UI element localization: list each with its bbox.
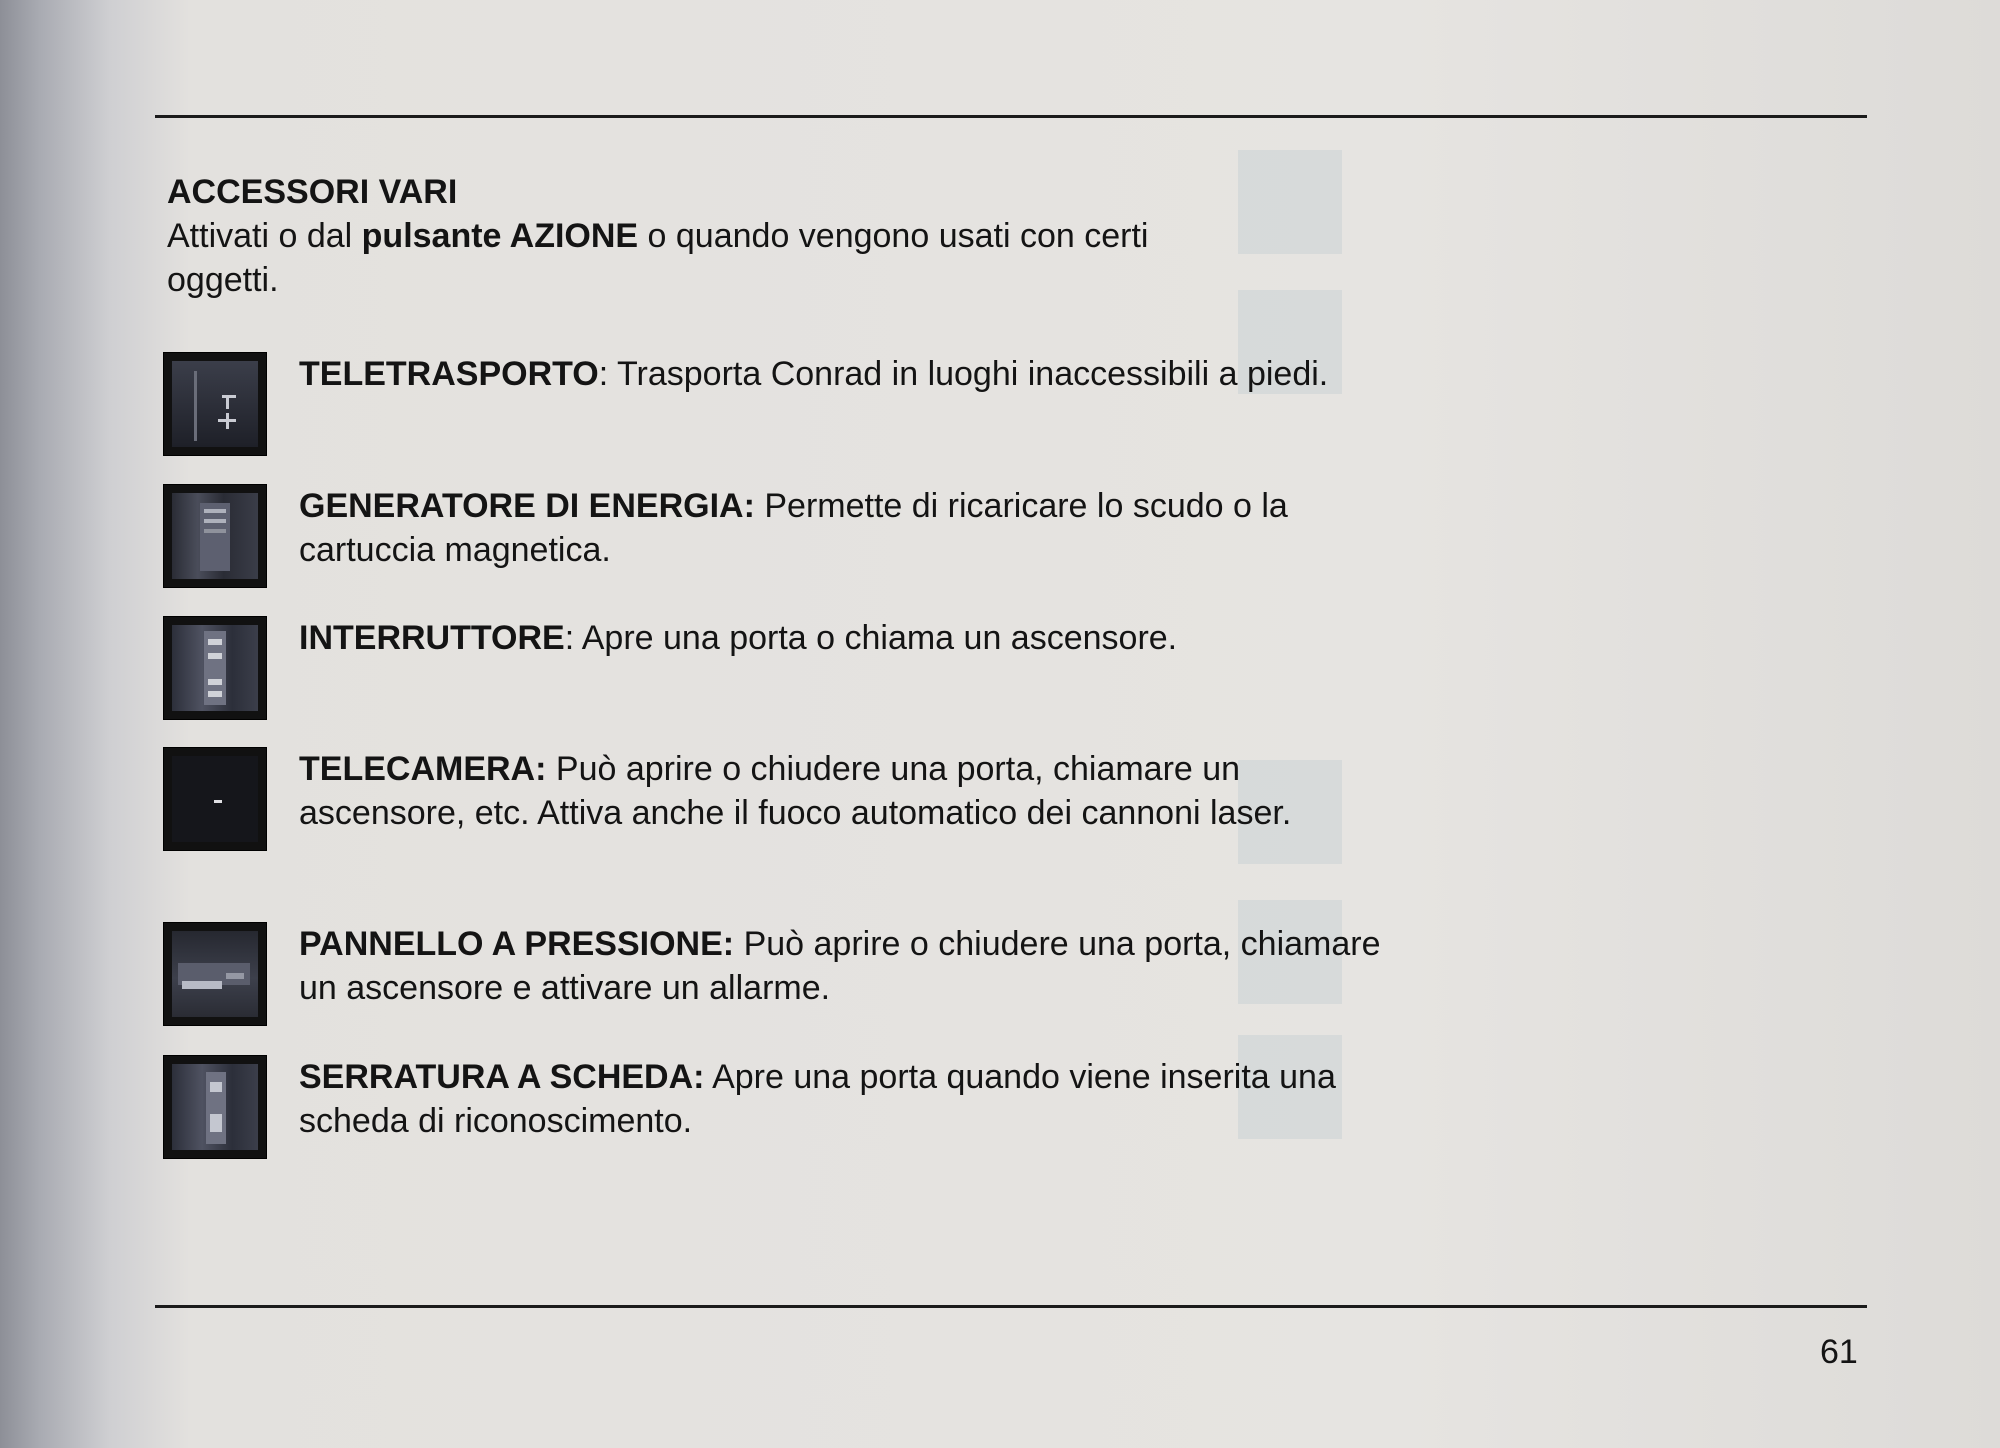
item-separator bbox=[755, 487, 764, 525]
item-separator: : bbox=[598, 355, 618, 393]
item-description bbox=[299, 484, 1399, 572]
item-text: Permette di ricaricare lo scudo o la cartuccia magnetica. bbox=[299, 487, 1288, 569]
item-term: SERRATURA A SCHEDA: bbox=[299, 1058, 705, 1096]
switch-icon bbox=[163, 616, 267, 720]
bottom-rule bbox=[155, 1305, 1867, 1308]
section-intro bbox=[167, 170, 1267, 302]
item-term: INTERRUTTORE bbox=[299, 619, 565, 657]
item-text: Trasporta Conrad in luoghi inaccessibili a piedi. bbox=[617, 355, 1329, 393]
item-description bbox=[299, 922, 1399, 1010]
item-description bbox=[299, 747, 1399, 835]
energy-generator-icon bbox=[163, 484, 267, 588]
item-text: Può aprire o chiudere una porta, chiamare un ascensore, etc. Attiva anche il fuoco automatico dei cannoni laser. bbox=[299, 750, 1292, 832]
item-separator bbox=[546, 750, 555, 788]
item-description bbox=[299, 1055, 1399, 1143]
item-description bbox=[299, 616, 1399, 660]
intro-bold-text: pulsante AZIONE bbox=[361, 217, 639, 255]
item-separator bbox=[734, 925, 743, 963]
item-term: TELETRASPORTO bbox=[299, 355, 599, 393]
intro-text: Attivati o dal bbox=[167, 217, 362, 255]
item-term: PANNELLO A PRESSIONE: bbox=[299, 925, 735, 963]
top-rule bbox=[155, 115, 1867, 118]
item-text: Può aprire o chiudere una porta, chiamare un ascensore e attivare un allarme. bbox=[299, 925, 1381, 1007]
item-text: Apre una porta quando viene inserita una scheda di riconoscimento. bbox=[299, 1058, 1336, 1140]
item-separator bbox=[704, 1058, 712, 1096]
pressure-panel-icon bbox=[163, 922, 267, 1026]
intro-text-end: o quando vengono usati con certi oggetti. bbox=[167, 217, 1149, 299]
item-separator: : bbox=[564, 619, 582, 657]
item-description bbox=[299, 352, 1399, 396]
card-lock-icon bbox=[163, 1055, 267, 1159]
item-term: GENERATORE DI ENERGIA: bbox=[299, 487, 755, 525]
item-term: TELECAMERA: bbox=[299, 750, 547, 788]
item-text: Apre una porta o chiama un ascensore. bbox=[581, 619, 1178, 657]
section-title: ACCESSORI VARI bbox=[167, 173, 458, 211]
page-number: 61 bbox=[1820, 1333, 1858, 1371]
camera-icon bbox=[163, 747, 267, 851]
teleporter-icon bbox=[163, 352, 267, 456]
